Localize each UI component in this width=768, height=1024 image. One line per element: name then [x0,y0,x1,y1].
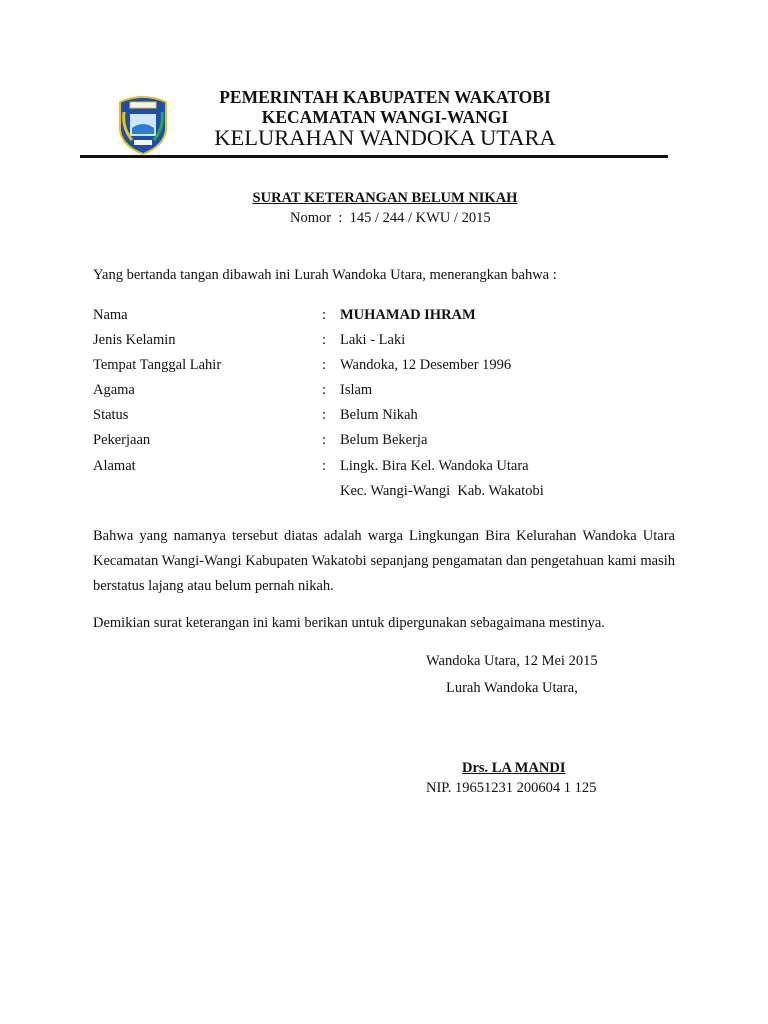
letter-number: Nomor : 145 / 244 / KWU / 2015 [290,210,491,226]
field-row-status [93,406,693,424]
field-label: Alamat [93,458,136,474]
field-label: Pekerjaan [93,432,151,448]
field-row-agama [93,381,693,399]
field-label: Agama [93,382,135,398]
header-village: KELURAHAN WANDOKA UTARA [214,125,556,150]
signatory-name: Drs. LA MANDI [462,760,566,776]
signature-place-date: Wandoka Utara, 12 Mei 2015 [426,653,598,669]
signatory-nip: NIP. 19651231 200604 1 125 [426,780,597,796]
field-colon: : [322,332,327,348]
field-colon: : [322,407,327,423]
field-value: Wandoka, 12 Desember 1996 [340,357,512,373]
body-paragraph: Bahwa yang namanya tersebut diatas adalah warga Lingkungan Bira Kelurahan Wandoka Utara Kecamatan Wangi-Wangi Kabupaten Wakatobi sepanjang pengamatan dan pengetahuan kami masih berstatus lajang atau belum pernah nikah. [93,528,675,594]
field-colon: : [322,458,327,474]
field-colon: : [322,382,327,398]
field-row-ttl [93,356,693,374]
field-colon: : [322,307,327,323]
field-value: MUHAMAD IHRAM [340,307,476,323]
field-label: Nama [93,307,128,323]
field-colon: : [322,432,327,448]
field-row-nama [93,306,693,324]
header-district: KECAMATAN WANGI-WANGI [261,107,509,127]
field-colon: : [322,357,327,373]
wakatobi-regency-emblem [116,94,170,156]
field-label: Tempat Tanggal Lahir [93,357,222,373]
field-row-jenis-kelamin [93,331,693,349]
field-value: Belum Bekerja [340,432,428,448]
letter-title: SURAT KETERANGAN BELUM NIKAH [252,190,518,206]
header-divider [80,155,668,158]
signature-position: Lurah Wandoka Utara, [446,680,578,696]
field-label: Status [93,407,129,423]
intro-text: Yang bertanda tangan dibawah ini Lurah Wandoka Utara, menerangkan bahwa : [93,267,557,283]
field-value: Belum Nikah [340,407,418,423]
field-row-alamat [93,457,693,475]
closing-paragraph: Demikian surat keterangan ini kami berikan untuk dipergunakan sebagaimana mestinya. [93,615,605,631]
header-government: PEMERINTAH KABUPATEN WAKATOBI [219,87,551,107]
field-value: Laki - Laki [340,332,406,348]
address-line-2: Kec. Wangi-Wangi Kab. Wakatobi [340,483,544,499]
field-label: Jenis Kelamin [93,332,176,348]
field-row-pekerjaan [93,431,693,449]
field-value: Lingk. Bira Kel. Wandoka Utara [340,458,529,474]
field-value: Islam [340,382,373,398]
